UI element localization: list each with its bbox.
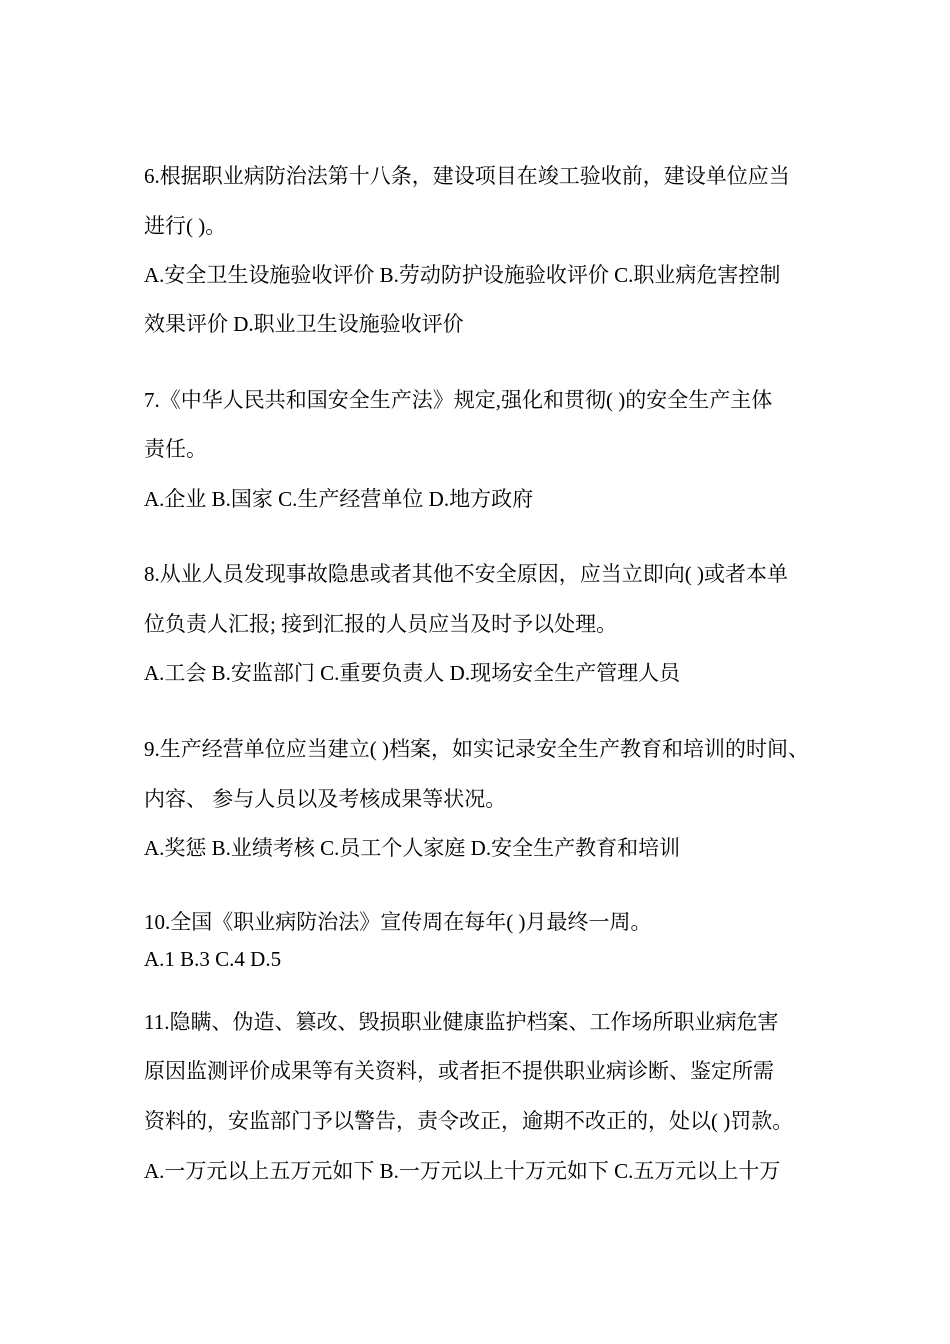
question-8-stem-line-2: 位负责人汇报; 接到汇报的人员应当及时予以处理。 xyxy=(144,612,618,636)
question-6-stem-line-1: 6.根据职业病防治法第十八条，建设项目在竣工验收前，建设单位应当 xyxy=(144,164,790,188)
question-9-options-line-1: A.奖惩 B.业绩考核 C.员工个人家庭 D.安全生产教育和培训 xyxy=(144,836,681,860)
question-9-stem-line-2: 内容、 参与人员以及考核成果等状况。 xyxy=(144,787,507,811)
question-11-stem-line-3: 资料的，安监部门予以警告，责令改正，逾期不改正的，处以( )罚款。 xyxy=(144,1109,794,1133)
question-7-stem-line-1: 7.《中华人民共和国安全生产法》规定,强化和贯彻( )的安全生产主体 xyxy=(144,388,773,412)
question-9-stem-line-1: 9.生产经营单位应当建立( )档案，如实记录安全生产教育和培训的时间、 xyxy=(144,737,809,761)
question-10-options-line-1: A.1 B.3 C.4 D.5 xyxy=(144,947,282,971)
question-7-options-line-1: A.企业 B.国家 C.生产经营单位 D.地方政府 xyxy=(144,487,534,511)
question-10-stem-line-1: 10.全国《职业病防治法》宣传周在每年( )月最终一周。 xyxy=(144,910,652,934)
question-11-options-line-1: A.一万元以上五万元如下 B.一万元以上十万元如下 C.五万元以上十万 xyxy=(144,1159,781,1183)
question-11-stem-line-2: 原因监测评价成果等有关资料，或者拒不提供职业病诊断、鉴定所需 xyxy=(144,1059,774,1083)
question-11-stem-line-1: 11.隐瞒、伪造、篡改、毁损职业健康监护档案、工作场所职业病危害 xyxy=(144,1010,779,1034)
question-6-stem-line-2: 进行( )。 xyxy=(144,214,227,238)
question-6-options-line-2: 效果评价 D.职业卫生设施验收评价 xyxy=(144,312,464,336)
question-8-options-line-1: A.工会 B.安监部门 C.重要负责人 D.现场安全生产管理人员 xyxy=(144,661,681,685)
question-7-stem-line-2: 责任。 xyxy=(144,437,207,461)
question-8-stem-line-1: 8.从业人员发现事故隐患或者其他不安全原因，应当立即向( )或者本单 xyxy=(144,562,788,586)
question-6-options-line-1: A.安全卫生设施验收评价 B.劳动防护设施验收评价 C.职业病危害控制 xyxy=(144,263,781,287)
